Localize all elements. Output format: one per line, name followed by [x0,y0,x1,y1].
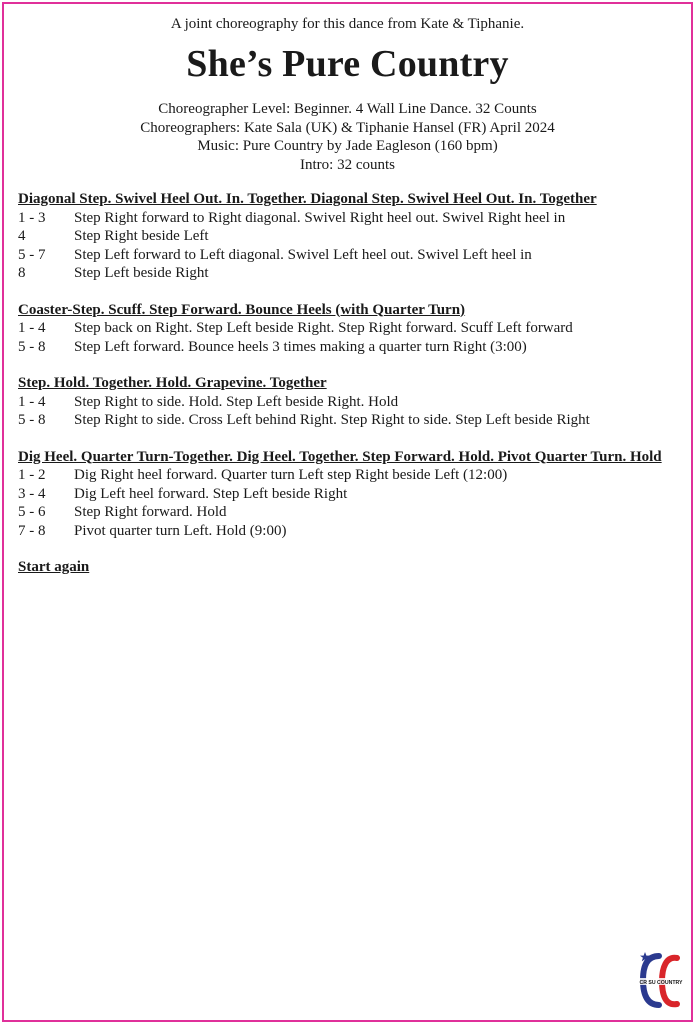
step-description: Step back on Right. Step Left beside Right. Step Right forward. Scuff Left forward [74,320,573,336]
step-sections [18,190,682,577]
step-count: 5 - 8 [18,338,46,355]
step-count: 7 - 8 [18,522,46,539]
step-description: Dig Right heel forward. Quarter turn Left step Right beside Left (12:00) [74,467,508,483]
step-description: Step Right forward. Hold [74,504,227,520]
section-heading: Coaster-Step. Scuff. Step Forward. Bounce Heels (with Quarter Turn) [18,301,466,318]
step-row [18,264,682,283]
section-2 [18,301,682,357]
step-row [18,319,682,338]
step-row [18,503,682,522]
step-count: 8 [18,265,26,281]
intro-count-line: Intro: 32 counts [300,156,395,173]
step-description: Step Right to side. Hold. Step Left beside Right. Hold [74,393,399,410]
section-3 [18,374,682,430]
step-count: 1 - 2 [18,467,46,483]
step-count: 5 - 6 [18,504,46,520]
music-line: Music: Pure Country by Jade Eagleson (160 bpm) [197,138,498,154]
step-description: Step Left beside Right [74,265,209,281]
step-row [18,485,682,504]
step-description: Step Right beside Left [74,228,209,244]
document-page [2,2,693,1022]
step-count: 3 - 4 [18,485,46,502]
start-again-label: Start again [18,559,90,575]
step-row [18,393,682,412]
step-row [18,246,682,265]
section-4 [18,448,682,541]
step-description: Pivot quarter turn Left. Hold (9:00) [74,522,287,539]
step-description: Step Left forward. Bounce heels 3 times making a quarter turn Right (3:00) [74,338,527,355]
step-count: 1 - 3 [18,209,46,226]
level-line: Choreographer Level: Beginner. 4 Wall Line Dance. 32 Counts [158,101,537,117]
intro-line: A joint choreography for this dance from Kate & Tiphanie. [170,16,525,32]
step-count: 5 - 7 [18,246,46,263]
step-count: 5 - 8 [18,412,46,428]
dance-title: She’s Pure Country [186,43,509,85]
step-row [18,466,682,485]
logo-text: CR SU COUNTRY [639,979,683,986]
dance-meta [4,100,691,174]
step-row [18,209,682,228]
step-row [18,338,682,357]
step-count: 1 - 4 [18,320,46,336]
step-description: Dig Left heel forward. Step Left beside Right [74,485,348,502]
cc-country-logo-icon [639,950,683,1012]
step-description: Step Left forward to Left diagonal. Swivel Left heel out. Swivel Left heel in [74,246,532,263]
step-row [18,411,682,430]
step-description: Step Right to side. Cross Left behind Right. Step Right to side. Step Left beside Right [74,412,590,428]
section-heading: Step. Hold. Together. Hold. Grapevine. Together [18,375,327,391]
step-description: Step Right forward to Right diagonal. Swivel Right heel out. Swivel Right heel in [74,209,566,226]
step-row [18,227,682,246]
section-1 [18,190,682,283]
step-count: 1 - 4 [18,393,46,410]
step-count: 4 [18,228,26,244]
section-heading: Diagonal Step. Swivel Heel Out. In. Together. Diagonal Step. Swivel Heel Out. In. Together [18,191,597,207]
step-row [18,522,682,541]
choreographers-line: Choreographers: Kate Sala (UK) & Tiphanie Hansel (FR) April 2024 [140,119,555,136]
section-heading: Dig Heel. Quarter Turn-Together. Dig Heel. Together. Step Forward. Hold. Pivot Quarter Turn. Hold [18,448,662,465]
